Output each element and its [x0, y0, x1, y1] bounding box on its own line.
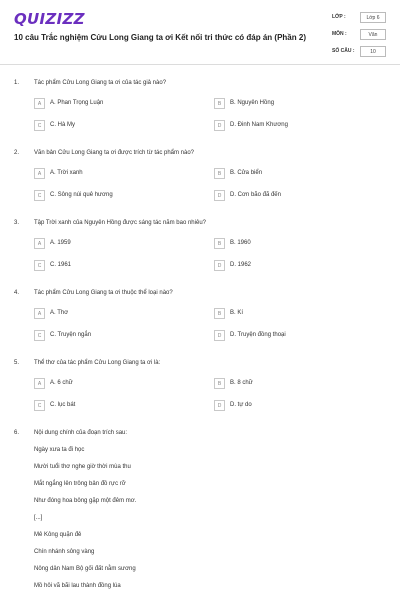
option-b[interactable]: [214, 168, 384, 180]
meta-row-count: [330, 46, 388, 58]
meta-label: MÔN :: [332, 31, 347, 37]
option-letter: A: [34, 238, 45, 249]
option-text: C. Sông núi quê hương: [50, 192, 113, 198]
option-d[interactable]: [214, 330, 384, 342]
question-text: Thể thơ của tác phẩm Cửu Long Giang ta ơi là:: [34, 360, 161, 366]
header-divider: [0, 64, 400, 65]
option-letter: B: [214, 168, 225, 179]
option-letter: C: [34, 400, 45, 411]
option-c[interactable]: [34, 330, 204, 342]
option-a[interactable]: [34, 378, 204, 390]
meta-value: Lớp 6: [360, 12, 386, 23]
option-text: B. Nguyên Hồng: [230, 100, 275, 106]
question-number: 4.: [14, 290, 20, 296]
option-text: D. tự do: [230, 402, 252, 408]
excerpt-line: Như đóng hoa bông gặp một đêm mơ.: [34, 498, 137, 504]
meta-label: SỐ CÂU :: [332, 48, 355, 54]
option-letter: C: [34, 260, 45, 271]
option-letter: A: [34, 98, 45, 109]
option-d[interactable]: [214, 190, 384, 202]
option-letter: D: [214, 260, 225, 271]
question-text: Tác phẩm Cửu Long Giang ta ơi thuộc thể loại nào?: [34, 290, 173, 296]
option-b[interactable]: [214, 98, 384, 110]
option-letter: D: [214, 400, 225, 411]
excerpt-line: [...]: [34, 515, 43, 521]
option-d[interactable]: [214, 120, 384, 132]
option-a[interactable]: [34, 98, 204, 110]
question-number: 1.: [14, 80, 20, 86]
option-text: D. Cơn bão đã đến: [230, 192, 281, 198]
option-d[interactable]: [214, 260, 384, 272]
option-letter: B: [214, 308, 225, 319]
meta-value: 10: [360, 46, 386, 57]
option-c[interactable]: [34, 260, 204, 272]
meta-row-grade: [330, 12, 388, 24]
quizizz-logo[interactable]: QUIZIZZ: [14, 10, 85, 28]
option-letter: C: [34, 190, 45, 201]
option-text: B. Cửa biển: [230, 170, 263, 176]
option-letter: A: [34, 378, 45, 389]
excerpt-line: Mười tuổi thơ nghe giờ thời mùa thu: [34, 464, 131, 470]
excerpt-line: Mồ hôi vã bãi lau thành đồng lúa: [34, 583, 121, 589]
question-text: Nội dung chính của đoạn trích sau:: [34, 430, 128, 436]
question-number: 2.: [14, 150, 20, 156]
option-b[interactable]: [214, 378, 384, 390]
question-text: Văn bản Cửu Long Giang ta ơi được trích từ tác phẩm nào?: [34, 150, 195, 156]
option-d[interactable]: [214, 400, 384, 412]
excerpt-line: Mắt ngắng lên trông bản đồ rực rỡ: [34, 481, 126, 487]
option-letter: B: [214, 238, 225, 249]
option-text: A. Trời xanh: [50, 170, 83, 176]
excerpt-line: Chín nhánh sông vàng: [34, 549, 95, 555]
option-letter: B: [214, 378, 225, 389]
option-text: A. Phan Trọng Luận: [50, 100, 104, 106]
option-text: D. 1962: [230, 262, 252, 268]
option-letter: A: [34, 308, 45, 319]
option-text: A. 6 chữ: [50, 380, 73, 386]
option-letter: D: [214, 330, 225, 341]
option-a[interactable]: [34, 168, 204, 180]
meta-value: Văn: [360, 29, 386, 40]
option-a[interactable]: [34, 238, 204, 250]
option-c[interactable]: [34, 120, 204, 132]
excerpt-line: Nông dân Nam Bộ gối đất nằm sương: [34, 566, 136, 572]
option-letter: D: [214, 120, 225, 131]
option-c[interactable]: [34, 400, 204, 412]
option-text: A. 1959: [50, 240, 71, 246]
meta-label: LỚP :: [332, 14, 346, 20]
option-letter: D: [214, 190, 225, 201]
option-letter: A: [34, 168, 45, 179]
question-number: 5.: [14, 360, 20, 366]
option-text: C. Hà My: [50, 122, 76, 128]
meta-row-subject: [330, 29, 388, 41]
excerpt-line: Ngày xưa ta đi học: [34, 447, 85, 453]
option-text: C. lục bát: [50, 402, 76, 408]
option-a[interactable]: [34, 308, 204, 320]
option-text: B. 1960: [230, 240, 251, 246]
page-title: 10 câu Trắc nghiệm Cửu Long Giang ta ơi Kết nối tri thức có đáp án (Phần 2): [14, 33, 306, 42]
option-letter: C: [34, 120, 45, 131]
option-text: D. Truyện đồng thoại: [230, 332, 286, 338]
option-text: D. Đinh Nam Khương: [230, 122, 288, 128]
excerpt-line: Mê Kông quặn đẻ: [34, 532, 82, 538]
option-b[interactable]: [214, 238, 384, 250]
option-c[interactable]: [34, 190, 204, 202]
option-text: B. Kí: [230, 310, 244, 316]
option-letter: B: [214, 98, 225, 109]
question-text: Tập Trời xanh của Nguyên Hồng được sáng tác năm bao nhiêu?: [34, 220, 206, 226]
option-letter: C: [34, 330, 45, 341]
question-number: 3.: [14, 220, 20, 226]
option-text: B. 8 chữ: [230, 380, 253, 386]
question-text: Tác phẩm Cửu Long Giang ta ơi của tác giả nào?: [34, 80, 167, 86]
option-text: A. Thơ: [50, 310, 69, 316]
option-text: C. 1961: [50, 262, 72, 268]
option-b[interactable]: [214, 308, 384, 320]
option-text: C. Truyện ngắn: [50, 332, 92, 338]
question-number: 6.: [14, 430, 20, 436]
